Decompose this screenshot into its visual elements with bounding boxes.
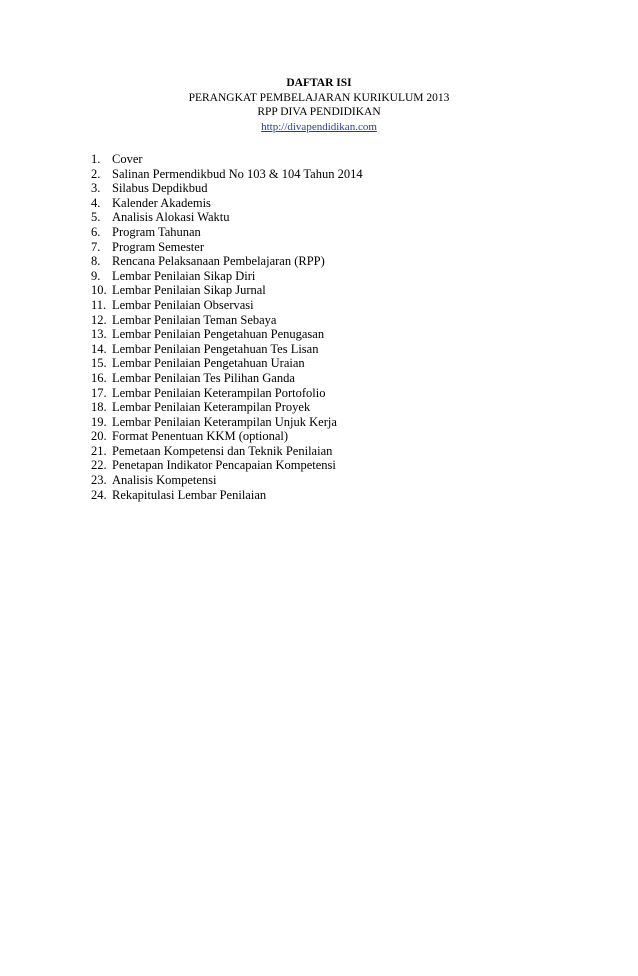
toc-item-number: 3.	[91, 181, 101, 196]
toc-item	[91, 313, 363, 328]
table-of-contents	[91, 152, 363, 502]
toc-item-text: Salinan Permendikbud No 103 & 104 Tahun 2014	[112, 166, 363, 181]
toc-item	[91, 444, 363, 459]
toc-item-number: 15.	[91, 356, 107, 371]
toc-item-text: Kalender Akademis	[112, 195, 211, 210]
toc-item-text: Lembar Penilaian Pengetahuan Uraian	[112, 356, 305, 371]
toc-item	[91, 167, 363, 182]
toc-item	[91, 298, 363, 313]
toc-item-text: Lembar Penilaian Pengetahuan Penugasan	[112, 327, 325, 342]
toc-item-text: Analisis Alokasi Waktu	[112, 210, 230, 225]
toc-item	[91, 356, 363, 371]
toc-item	[91, 181, 363, 196]
toc-item-number: 16.	[91, 370, 107, 385]
toc-item-number: 21.	[91, 443, 107, 458]
toc-item-text: Silabus Depdikbud	[112, 181, 208, 196]
toc-item-text: Analisis Kompetensi	[112, 473, 217, 488]
toc-item-text: Lembar Penilaian Keterampilan Unjuk Kerja	[112, 414, 337, 429]
toc-item-number: 9.	[91, 268, 101, 283]
toc-item-text: Lembar Penilaian Teman Sebaya	[112, 312, 277, 327]
toc-item-text: Pemetaan Kompetensi dan Teknik Penilaian	[112, 443, 333, 458]
document-title: DAFTAR ISI	[286, 77, 352, 89]
document-header	[0, 76, 638, 134]
toc-item	[91, 269, 363, 284]
toc-item-text: Lembar Penilaian Keterampilan Proyek	[112, 400, 311, 415]
toc-item	[91, 196, 363, 211]
toc-item	[91, 240, 363, 255]
toc-item-number: 23.	[91, 473, 107, 488]
toc-item-text: Program Semester	[112, 239, 204, 254]
toc-item	[91, 386, 363, 401]
toc-item-number: 6.	[91, 224, 101, 239]
toc-item-number: 24.	[91, 487, 107, 502]
toc-item	[91, 488, 363, 503]
toc-item	[91, 254, 363, 269]
toc-item	[91, 473, 363, 488]
toc-item	[91, 400, 363, 415]
toc-item	[91, 458, 363, 473]
toc-item-text: Lembar Penilaian Pengetahuan Tes Lisan	[112, 341, 319, 356]
toc-item	[91, 283, 363, 298]
toc-item-text: Cover	[112, 152, 143, 166]
toc-item	[91, 429, 363, 444]
toc-item-number: 2.	[91, 166, 101, 181]
toc-item-number: 5.	[91, 210, 101, 225]
toc-item-text: Rekapitulasi Lembar Penilaian	[112, 487, 267, 502]
toc-item-number: 10.	[91, 283, 107, 298]
toc-item-number: 11.	[91, 297, 107, 312]
toc-item	[91, 152, 363, 167]
toc-item	[91, 210, 363, 225]
toc-item-text: Program Tahunan	[112, 224, 201, 239]
toc-item	[91, 327, 363, 342]
toc-item-text: Lembar Penilaian Tes Pilihan Ganda	[112, 370, 295, 385]
website-link[interactable]: http://divapendidikan.com	[261, 120, 377, 133]
toc-item-text: Format Penentuan KKM (optional)	[112, 429, 289, 444]
toc-item-number: 17.	[91, 385, 107, 400]
toc-item-number: 20.	[91, 429, 107, 444]
document-subtitle: PERANGKAT PEMBELAJARAN KURIKULUM 2013	[188, 91, 450, 104]
toc-item-text: Lembar Penilaian Keterampilan Portofolio	[112, 385, 326, 400]
toc-item-number: 12.	[91, 312, 107, 327]
toc-item-number: 13.	[91, 327, 107, 342]
toc-item-text: Lembar Penilaian Sikap Diri	[112, 268, 256, 283]
toc-item-number: 1.	[91, 152, 101, 166]
toc-item-number: 4.	[91, 195, 101, 210]
toc-item-number: 22.	[91, 458, 107, 473]
toc-item-text: Lembar Penilaian Sikap Jurnal	[112, 283, 266, 298]
toc-item-number: 19.	[91, 414, 107, 429]
document-org: RPP DIVA PENDIDIKAN	[257, 106, 381, 118]
toc-item	[91, 415, 363, 430]
toc-item-number: 8.	[91, 254, 101, 269]
toc-item-number: 7.	[91, 239, 101, 254]
toc-item-text: Penetapan Indikator Pencapaian Kompetensi	[112, 458, 336, 473]
toc-item-number: 14.	[91, 341, 107, 356]
toc-item-text: Lembar Penilaian Observasi	[112, 297, 254, 312]
toc-item	[91, 342, 363, 357]
toc-item-number: 18.	[91, 400, 107, 415]
toc-item	[91, 225, 363, 240]
toc-item-text: Rencana Pelaksanaan Pembelajaran (RPP)	[112, 254, 325, 269]
toc-item	[91, 371, 363, 386]
